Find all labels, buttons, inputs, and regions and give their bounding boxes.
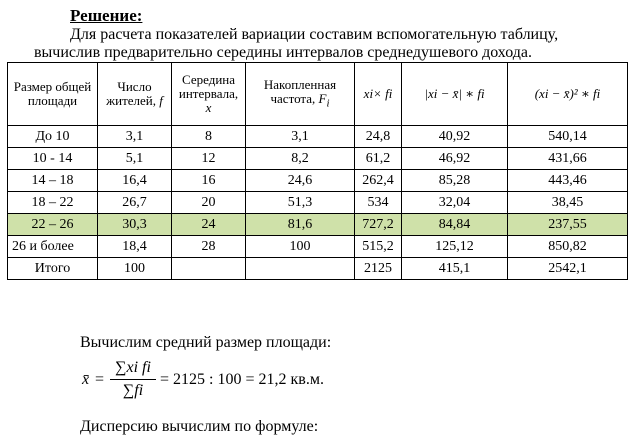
table-cell: 515,2 xyxy=(355,236,402,258)
table-cell: 125,12 xyxy=(402,236,508,258)
table-cell: 81,6 xyxy=(246,214,355,236)
table-cell: 26,7 xyxy=(98,192,172,214)
table-cell: 16,4 xyxy=(98,170,172,192)
table-cell: 2125 xyxy=(355,258,402,280)
table-cell: 24 xyxy=(172,214,246,236)
header-residents: Число жителей, f xyxy=(98,63,172,126)
table-cell: 20 xyxy=(172,192,246,214)
table-cell: 415,1 xyxy=(402,258,508,280)
table-header-row xyxy=(8,63,628,126)
formula-equals: = xyxy=(95,371,105,388)
table-cell: 18,4 xyxy=(98,236,172,258)
table-cell: 24,8 xyxy=(355,126,402,148)
header-cumulative-frequency: Накопленная частота, $F_i$ xyxy=(246,63,355,126)
table-cell: 431,66 xyxy=(508,148,628,170)
table-cell: 3,1 xyxy=(246,126,355,148)
table-cell: 38,45 xyxy=(508,192,628,214)
table-cell: 5,1 xyxy=(98,148,172,170)
table-cell: 32,04 xyxy=(402,192,508,214)
mean-area-text: Вычислим средний размер площади: xyxy=(80,334,332,351)
table-cell: 850,82 xyxy=(508,236,628,258)
mean-formula xyxy=(82,358,442,404)
table-cell: 3,1 xyxy=(98,126,172,148)
intro-line-1: Для расчета показателей вариации составим вспомогательную таблицу, xyxy=(70,26,559,43)
table-row xyxy=(8,236,628,258)
table-cell: 40,92 xyxy=(402,126,508,148)
table-cell: 14 – 18 xyxy=(8,170,98,192)
table-cell: 24,6 xyxy=(246,170,355,192)
intro-line-2: вычислив предварительно середины интервалов среднедушевого дохода. xyxy=(34,44,532,61)
table-cell: 22 – 26 xyxy=(8,214,98,236)
table-cell: 237,55 xyxy=(508,214,628,236)
table-row xyxy=(8,126,628,148)
table-cell: 100 xyxy=(246,236,355,258)
table-row xyxy=(8,192,628,214)
table-cell: Итого xyxy=(8,258,98,280)
table-cell: 8,2 xyxy=(246,148,355,170)
formula-result: = 2125 : 100 = 21,2 кв.м. xyxy=(160,371,324,388)
table-cell: 85,28 xyxy=(402,170,508,192)
header-x-times-f: xi× fi xyxy=(355,63,402,126)
table-cell: 46,92 xyxy=(402,148,508,170)
table-row xyxy=(8,148,628,170)
table-row xyxy=(8,170,628,192)
header-squared-deviation: (xi − x̄)² ∗ fi xyxy=(508,63,628,126)
solution-heading: Решение: xyxy=(70,6,143,25)
fraction-bar xyxy=(110,379,156,380)
table-cell: 26 и более xyxy=(8,236,98,258)
header-interval-midpoint: Середина интервала, x xyxy=(172,63,246,126)
table-cell: 727,2 xyxy=(355,214,402,236)
table-cell: До 10 xyxy=(8,126,98,148)
table-cell xyxy=(172,258,246,280)
header-abs-deviation: |xi − x̄| ∗ fi xyxy=(402,63,508,126)
table-cell: 16 xyxy=(172,170,246,192)
table-cell: 18 – 22 xyxy=(8,192,98,214)
table-cell: 8 xyxy=(172,126,246,148)
intro-paragraph xyxy=(34,26,634,62)
table-cell: 28 xyxy=(172,236,246,258)
formula-lhs: x̄ xyxy=(82,371,90,388)
table-cell: 262,4 xyxy=(355,170,402,192)
table-cell: 51,3 xyxy=(246,192,355,214)
formula-denominator: ∑fi xyxy=(122,382,144,399)
table-cell: 2542,1 xyxy=(508,258,628,280)
table-row xyxy=(8,214,628,236)
table-cell: 84,84 xyxy=(402,214,508,236)
variance-text: Дисперсию вычислим по формуле: xyxy=(80,418,319,435)
table-cell: 443,46 xyxy=(508,170,628,192)
table-cell: 534 xyxy=(355,192,402,214)
table-cell xyxy=(246,258,355,280)
table-cell: 61,2 xyxy=(355,148,402,170)
header-area-size: Размер общей площади xyxy=(8,63,98,126)
formula-numerator: ∑xi fi xyxy=(115,359,151,376)
table-cell: 540,14 xyxy=(508,126,628,148)
table-cell: 12 xyxy=(172,148,246,170)
table-cell: 30,3 xyxy=(98,214,172,236)
table-row xyxy=(8,258,628,280)
table-cell: 100 xyxy=(98,258,172,280)
auxiliary-table xyxy=(7,62,628,280)
table-cell: 10 - 14 xyxy=(8,148,98,170)
formula-fraction xyxy=(110,358,156,401)
